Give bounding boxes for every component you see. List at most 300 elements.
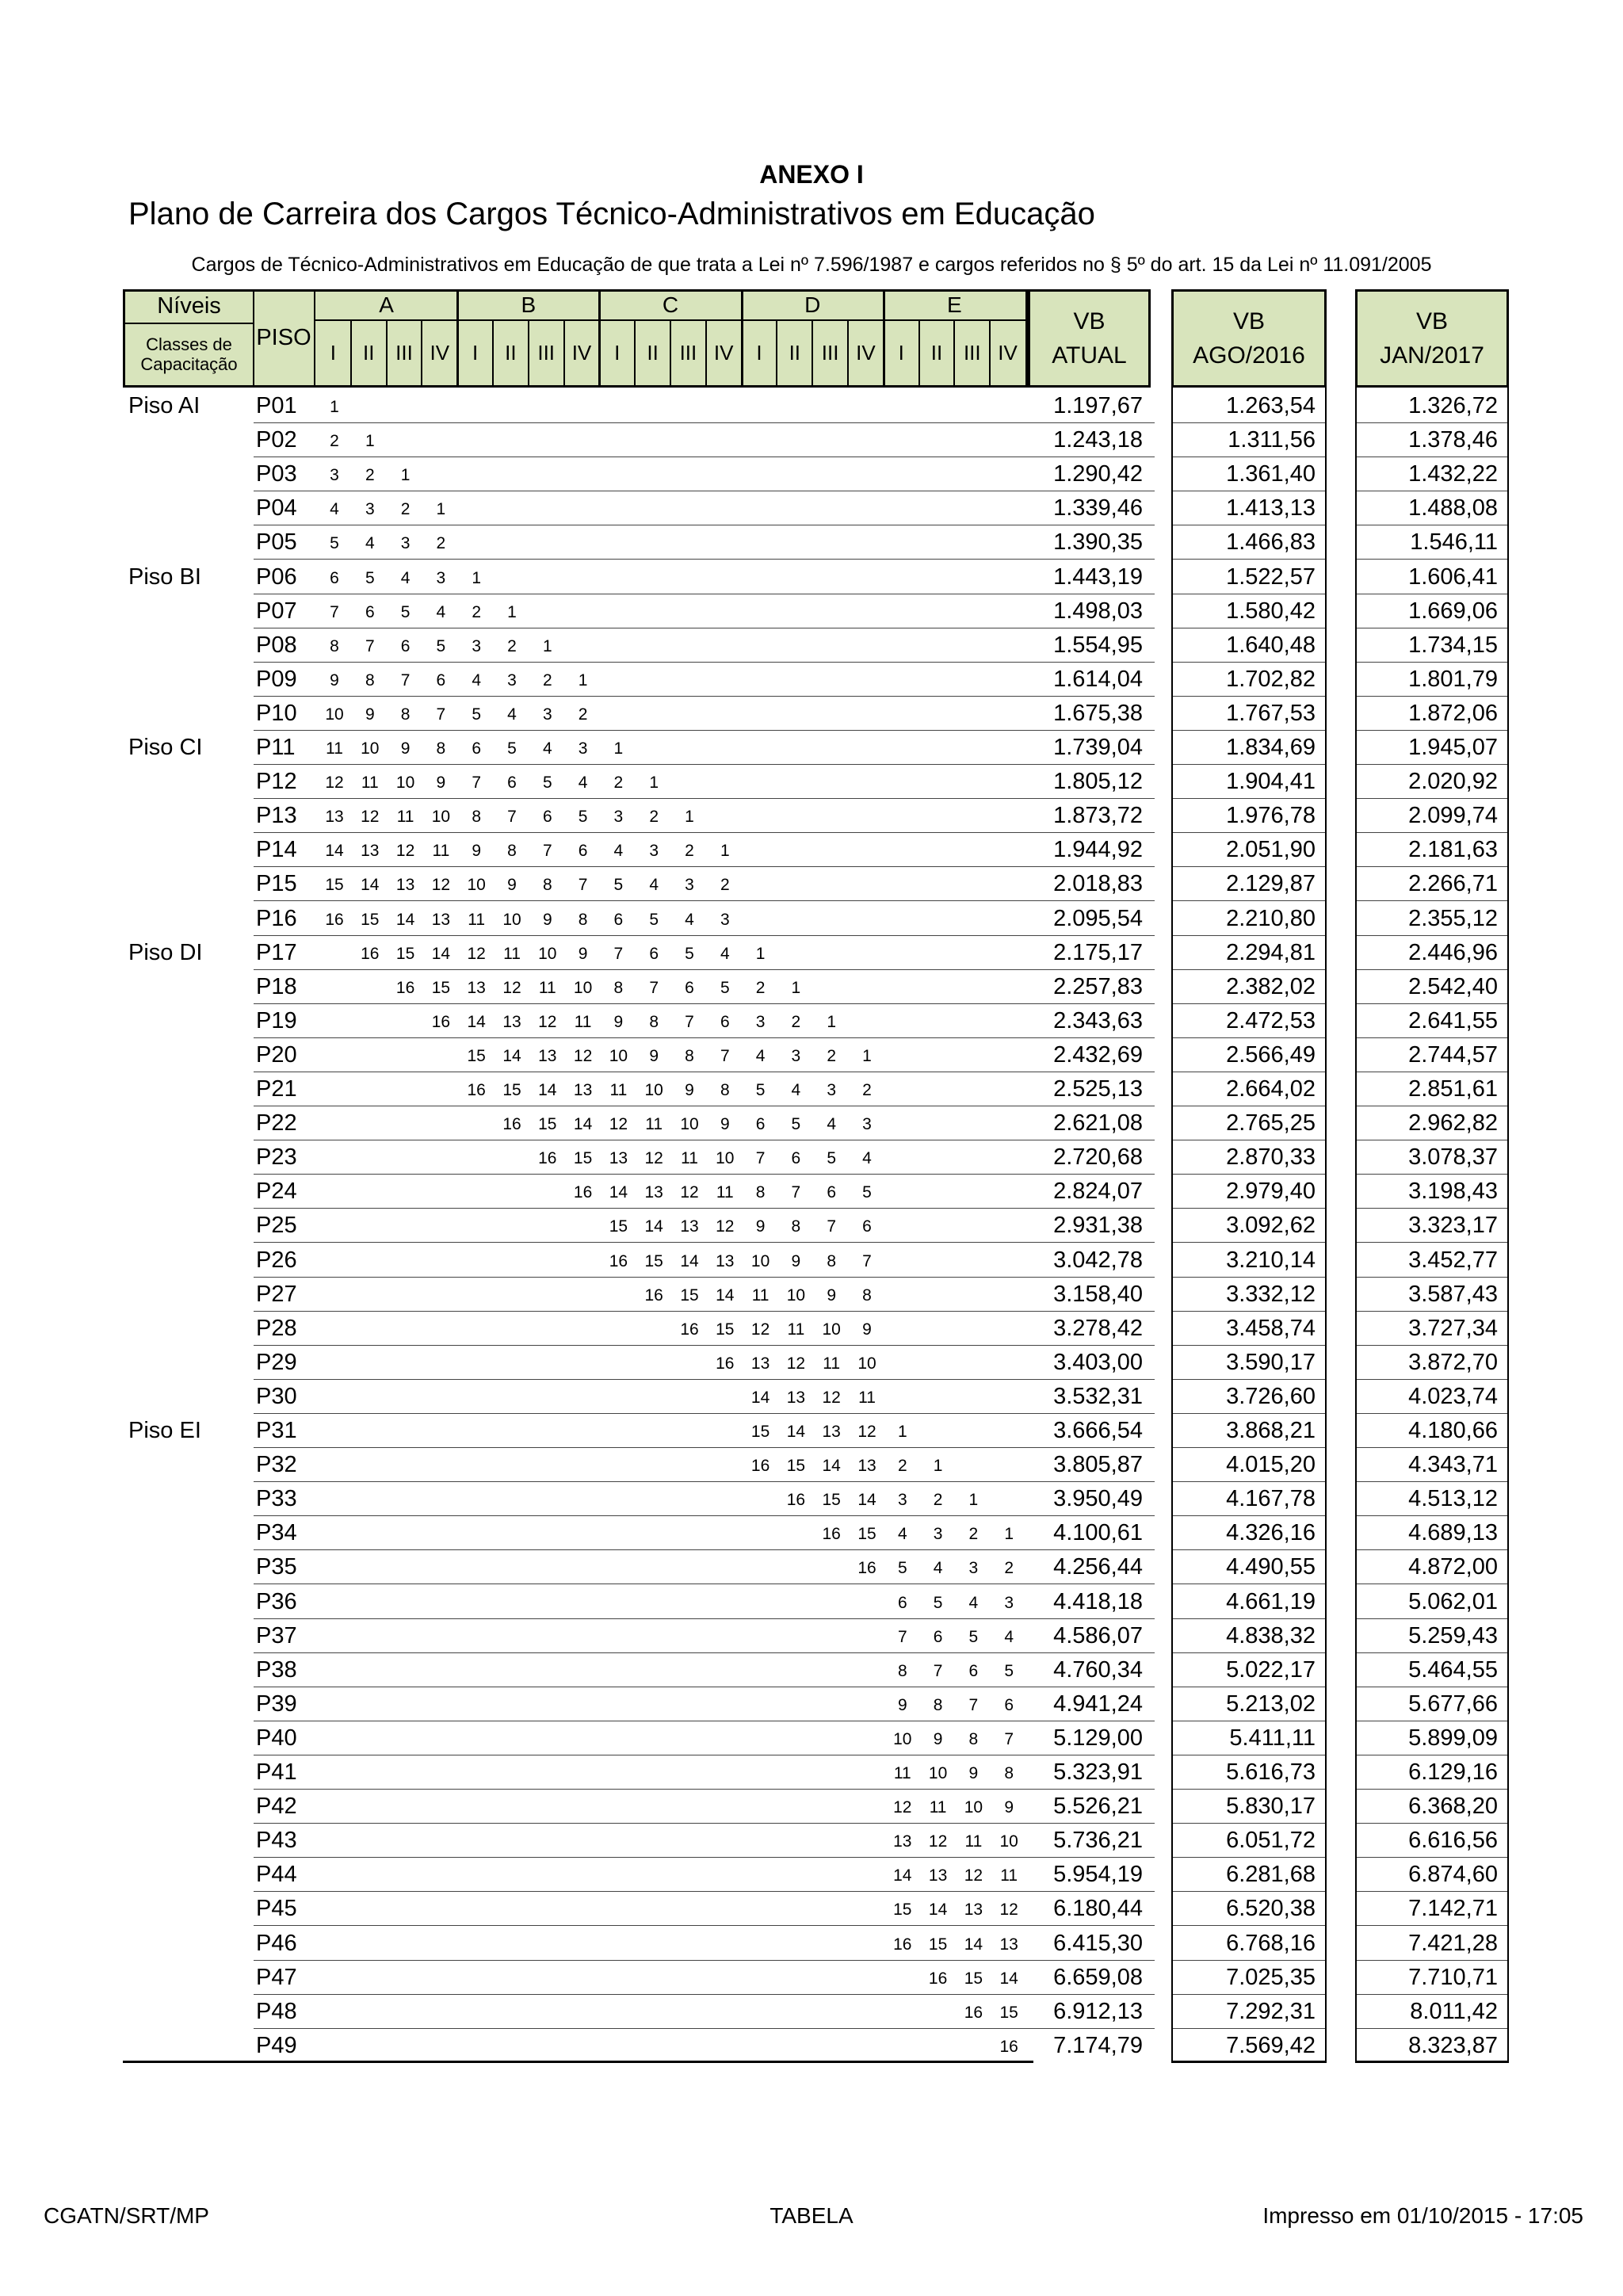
step-number: 14 [822,1457,841,1476]
step-number: 10 [750,1251,770,1270]
step-number: 9 [755,1217,766,1236]
step-number: 14 [857,1491,876,1510]
vb-label: VB [1232,308,1266,334]
vb-ago-value: 1.413,13 [1226,495,1316,521]
step-number: 15 [964,1969,983,1988]
step-number: 14 [644,1217,663,1236]
step-number: 8 [897,1661,907,1680]
sublevel-header: III [395,341,413,365]
vb-jan-value: 2.181,63 [1408,837,1498,863]
vb-jan-value: 3.078,37 [1408,1144,1498,1171]
step-number: 4 [685,910,694,929]
vb-atual-value: 5.323,91 [1053,1759,1143,1785]
vb-atual-value: 5.526,21 [1053,1794,1143,1820]
step-number: 12 [644,1149,663,1168]
step-number: 15 [928,1935,948,1954]
sublevel-divider [634,321,636,386]
page-subtitle: Plano de Carreira dos Cargos Técnico-Administrativos em Educação [128,197,1095,231]
table-row [0,1721,1623,1755]
footer-right: Impresso em 01/10/2015 - 17:05 [1262,2203,1583,2228]
step-number: 1 [862,1046,872,1065]
step-number: 5 [542,774,552,793]
step-number: 14 [431,944,451,963]
vb-ago-value: 3.092,62 [1226,1213,1316,1239]
step-number: 13 [325,808,344,827]
vb-ago-value: 2.979,40 [1226,1179,1316,1205]
step-number: 9 [472,842,482,861]
vb-atual-value: 4.418,18 [1053,1588,1143,1614]
step-number: 4 [1004,1627,1014,1646]
vb-atual-value: 1.243,18 [1053,427,1143,453]
vb-ago-value: 1.640,48 [1226,632,1316,658]
vb-atual-value: 2.095,54 [1053,905,1143,931]
step-number: 2 [720,876,730,895]
niveis-header: Níveis [157,293,221,319]
table-row [0,1516,1623,1550]
step-number: 16 [999,2037,1018,2056]
step-number: 9 [613,1012,624,1031]
step-number: 13 [538,1046,557,1065]
step-number: 16 [750,1457,770,1476]
vb-ago-value: 5.213,02 [1226,1690,1316,1717]
piso-code: P30 [256,1383,297,1409]
step-number: 5 [1004,1661,1014,1680]
step-number: 1 [827,1012,837,1031]
vb-ago-value: 5.616,73 [1226,1759,1316,1785]
vb-jan-value: 4.023,74 [1408,1383,1498,1409]
piso-group-label: Piso EI [128,1418,201,1443]
step-number: 13 [857,1457,876,1476]
piso-group-label: Piso DI [128,939,203,965]
step-number: 16 [573,1183,593,1202]
vb-ago-value: 4.490,55 [1226,1554,1316,1580]
table-row [0,1004,1623,1038]
step-number: 9 [791,1251,801,1270]
sublevel-divider [989,321,991,386]
step-number: 12 [716,1217,735,1236]
step-number: 3 [968,1559,979,1578]
step-number: 11 [468,910,486,929]
sublevel-divider [563,321,565,386]
table-row [0,1961,1623,1995]
step-number: 7 [613,944,624,963]
vb-jan-value: 3.727,34 [1408,1315,1498,1341]
table-row [0,423,1623,457]
piso-code: P08 [256,632,297,658]
table-row [0,731,1623,765]
table-row [0,936,1623,970]
vb-jan-value: 2.641,55 [1408,1007,1498,1033]
step-number: 2 [968,1525,979,1544]
piso-code: P07 [256,598,297,624]
piso-code: P12 [256,769,297,795]
step-number: 7 [436,705,446,724]
step-number: 10 [431,808,451,827]
step-number: 5 [613,876,624,895]
step-number: 11 [929,1798,947,1817]
step-number: 15 [573,1149,593,1168]
step-number: 7 [862,1251,872,1270]
step-number: 9 [933,1729,943,1748]
step-number: 2 [685,842,694,861]
vb-jan-value: 6.874,60 [1408,1862,1498,1888]
vb-ago-value: 5.022,17 [1226,1656,1316,1683]
table-row [0,1790,1623,1824]
vb-atual-value: 1.443,19 [1053,563,1143,590]
table-row [0,1687,1623,1721]
step-number: 5 [578,808,588,827]
step-number: 2 [755,978,766,997]
step-number: 13 [928,1866,948,1885]
step-number: 10 [964,1798,983,1817]
vb-atual-value: 6.659,08 [1053,1964,1143,1990]
table-row [0,1278,1623,1312]
piso-code: P39 [256,1690,297,1717]
page-title: ANEXO I [759,160,864,189]
step-number: 14 [467,1012,486,1031]
vb-ago-value: 1.311,56 [1228,427,1316,453]
step-number: 13 [361,842,380,861]
step-number: 3 [720,910,730,929]
vb-ago-value: 2.129,87 [1226,871,1316,897]
vb-atual-value: 3.532,31 [1053,1383,1143,1409]
step-number: 10 [786,1286,806,1305]
vb-ago-value: 3.726,60 [1226,1383,1316,1409]
step-number: 7 [330,602,339,621]
step-number: 3 [791,1046,801,1065]
vb-ago-value: 7.292,31 [1226,1998,1316,2024]
step-number: 10 [716,1149,735,1168]
table-row [0,1448,1623,1482]
piso-code: P11 [256,735,296,760]
vb-jan-label: JAN/2017 [1380,342,1484,369]
step-number: 10 [395,774,415,793]
vb-atual-value: 5.736,21 [1053,1828,1143,1854]
step-number: 16 [325,910,344,929]
sublevel-divider [670,321,671,386]
step-number: 14 [609,1183,628,1202]
step-number: 13 [644,1183,663,1202]
step-number: 6 [436,670,446,690]
vb-atual-value: 1.675,38 [1053,700,1143,726]
vb-atual-value: 3.042,78 [1053,1247,1143,1273]
vb-atual-value: 2.018,83 [1053,871,1143,897]
step-number: 6 [862,1217,872,1236]
step-number: 7 [827,1217,837,1236]
step-number: 1 [791,978,801,997]
piso-code: P48 [256,1998,297,2024]
vb-atual-value: 5.129,00 [1053,1725,1143,1751]
vb-ago-value: 2.382,02 [1226,973,1316,999]
vb-jan-value: 1.872,06 [1408,700,1498,726]
vb-atual-value: 2.525,13 [1053,1076,1143,1102]
step-number: 11 [823,1354,841,1373]
step-number: 3 [578,739,588,758]
step-number: 13 [680,1217,699,1236]
step-number: 13 [395,876,415,895]
piso-code: P27 [256,1281,297,1307]
step-number: 7 [755,1149,766,1168]
step-number: 6 [649,944,659,963]
step-number: 8 [578,910,588,929]
step-number: 13 [573,1081,593,1099]
piso-code: P17 [256,939,297,965]
sublevel-divider [492,321,494,386]
step-number: 2 [649,808,659,827]
step-number: 7 [400,670,411,690]
piso-code: P43 [256,1828,297,1854]
piso-code: P36 [256,1588,297,1614]
step-number: 15 [786,1457,806,1476]
step-number: 12 [750,1320,770,1339]
step-number: 16 [538,1149,557,1168]
step-number: 14 [361,876,380,895]
table-row [0,1209,1623,1243]
vb-ago-value: 5.411,11 [1229,1725,1316,1751]
step-number: 7 [578,876,588,895]
vb-jan-value: 4.872,00 [1408,1554,1498,1580]
table-row [0,560,1623,594]
step-number: 13 [467,978,486,997]
sublevel-header: III [537,341,556,365]
vb-jan-value: 2.851,61 [1408,1076,1498,1102]
level-header-c: C [662,292,679,317]
table-row [0,1175,1623,1209]
vb-ago-value: 2.051,90 [1226,837,1316,863]
vb-jan-value: 1.945,07 [1408,735,1498,760]
table-row [0,1414,1623,1448]
step-number: 16 [467,1081,486,1099]
piso-code: P04 [256,495,297,521]
step-number: 2 [542,670,552,690]
step-number: 16 [786,1491,806,1510]
step-number: 1 [613,739,624,758]
step-number: 3 [542,705,552,724]
vb-atual-value: 1.197,67 [1053,393,1143,418]
vb-atual-value: 5.954,19 [1053,1862,1143,1888]
vb-ago-value: 6.281,68 [1226,1862,1316,1888]
step-number: 12 [325,774,344,793]
step-number: 8 [542,876,552,895]
step-number: 5 [685,944,694,963]
step-number: 7 [1004,1729,1014,1748]
sublevel-divider [386,321,388,386]
vb-ago-value: 5.830,17 [1226,1794,1316,1820]
piso-code: P28 [256,1315,297,1341]
step-number: 9 [507,876,517,895]
vb-jan-value: 2.744,57 [1408,1041,1498,1068]
step-number: 12 [609,1115,628,1134]
vb-atual-value: 1.873,72 [1053,803,1143,829]
vb-atual-value: 1.739,04 [1053,735,1143,760]
step-number: 4 [720,944,730,963]
piso-code: P05 [256,529,297,556]
vb-atual-value: 1.390,35 [1053,529,1143,556]
step-number: 3 [755,1012,766,1031]
step-number: 1 [755,944,766,963]
sublevel-divider [953,321,955,386]
piso-code: P09 [256,666,297,692]
step-number: 3 [613,808,624,827]
vb-ago-value: 4.326,16 [1226,1520,1316,1546]
vb-jan-value: 2.542,40 [1408,973,1498,999]
step-number: 1 [897,1423,907,1441]
table-row [0,1619,1623,1653]
step-number: 7 [507,808,517,827]
step-number: 10 [999,1832,1018,1851]
sublevel-divider [350,321,352,386]
sublevel-header: IV [998,341,1018,365]
step-number: 10 [928,1764,948,1782]
vb-jan-value: 1.432,22 [1408,461,1498,487]
step-number: 2 [507,636,517,655]
step-number: 6 [933,1627,943,1646]
step-number: 5 [649,910,659,929]
piso-code: P35 [256,1554,297,1580]
table-row [0,697,1623,731]
step-number: 14 [538,1081,557,1099]
step-number: 4 [862,1149,872,1168]
vb-jan-value: 3.198,43 [1408,1179,1498,1205]
step-number: 8 [365,670,375,690]
table-row [0,525,1623,560]
step-number: 14 [680,1251,699,1270]
vb-atual-value: 4.256,44 [1053,1554,1143,1580]
piso-group-label: Piso AI [128,393,200,418]
step-number: 12 [680,1183,699,1202]
piso-code: P44 [256,1862,297,1888]
step-number: 12 [893,1798,912,1817]
step-number: 12 [431,876,451,895]
vb-ago-value: 6.520,38 [1226,1896,1316,1922]
vb-atual-value: 6.912,13 [1053,1998,1143,2024]
step-number: 10 [680,1115,699,1134]
step-number: 8 [862,1286,872,1305]
step-number: 11 [574,1012,592,1031]
step-number: 5 [897,1559,907,1578]
step-number: 2 [1004,1559,1014,1578]
vb-jan-value: 6.368,20 [1408,1794,1498,1820]
sublevel-header: I [472,341,479,365]
step-number: 16 [964,2003,983,2022]
step-number: 11 [396,808,414,827]
step-number: 4 [507,705,517,724]
vb-atual-value: 2.824,07 [1053,1179,1143,1205]
vb-ago-value: 2.664,02 [1226,1076,1316,1102]
step-number: 9 [578,944,588,963]
vb-atual-value: 1.805,12 [1053,769,1143,795]
piso-code: P02 [256,427,297,453]
header-divider [253,291,254,386]
sublevel-header: II [930,341,943,365]
vb-jan-value: 3.587,43 [1408,1281,1498,1307]
step-number: 10 [857,1354,876,1373]
step-number: 16 [644,1286,663,1305]
step-number: 2 [791,1012,801,1031]
piso-code: P10 [256,700,297,726]
step-number: 8 [685,1046,694,1065]
vb-atual-value: 2.931,38 [1053,1213,1143,1239]
vb-atual-value: 1.614,04 [1053,666,1143,692]
table-row [0,1380,1623,1414]
step-number: 11 [964,1832,983,1851]
piso-code: P29 [256,1349,297,1375]
step-number: 14 [325,842,344,861]
step-number: 13 [609,1149,628,1168]
vb-atual-value: 3.666,54 [1053,1418,1143,1443]
vb-atual-value: 1.554,95 [1053,632,1143,658]
table-row [0,1346,1623,1380]
piso-code: P37 [256,1622,297,1648]
step-number: 6 [755,1115,766,1134]
step-number: 11 [681,1149,698,1168]
step-number: 3 [330,466,339,485]
step-number: 3 [507,670,517,690]
vb-jan-value: 2.020,92 [1408,769,1498,795]
sublevel-header: II [789,341,801,365]
vb-atual-value: 4.586,07 [1053,1622,1143,1648]
table-row [0,389,1623,423]
vb-ago-value: 4.015,20 [1226,1452,1316,1478]
step-number: 3 [649,842,659,861]
vb-jan-value: 1.669,06 [1408,598,1498,624]
step-number: 1 [400,466,411,485]
vb-atual-value: 2.621,08 [1053,1110,1143,1137]
step-number: 2 [472,602,482,621]
vb-atual-value: 3.158,40 [1053,1281,1143,1307]
vb-jan-value: 1.606,41 [1408,563,1498,590]
vb-ago-header [1171,289,1327,388]
piso-code: P31 [256,1418,297,1443]
piso-code: P33 [256,1486,297,1512]
step-number: 10 [361,739,380,758]
sublevel-header: IV [713,341,734,365]
step-number: 3 [1004,1593,1014,1612]
step-number: 8 [330,636,339,655]
vb-ago-value: 4.167,78 [1226,1486,1316,1512]
step-number: 9 [968,1764,979,1782]
table-row [0,1482,1623,1516]
piso-code: P20 [256,1041,297,1068]
step-number: 15 [750,1423,770,1441]
vb-ago-value: 1.522,57 [1226,563,1316,590]
sublevel-header: I [614,341,621,365]
sublevel-header: I [898,341,904,365]
vb-jan-value: 4.513,12 [1408,1486,1498,1512]
table-row [0,1585,1623,1619]
footer-center: TABELA [769,2203,854,2228]
step-number: 15 [431,978,451,997]
step-number: 8 [613,978,624,997]
vb-atual-value: 7.174,79 [1053,2032,1143,2058]
step-number: 1 [933,1457,943,1476]
step-number: 12 [467,944,486,963]
sublevel-divider [847,321,849,386]
step-number: 11 [538,978,556,997]
step-number: 3 [400,534,411,553]
step-number: 6 [827,1183,837,1202]
step-number: 9 [542,910,552,929]
vb-ago-value: 1.361,40 [1226,461,1316,487]
step-number: 11 [361,774,379,793]
vb-jan-value: 4.689,13 [1408,1520,1498,1546]
step-number: 7 [542,842,552,861]
vb-ago-value: 2.210,80 [1226,905,1316,931]
vb-atual-value: 2.432,69 [1053,1041,1143,1068]
step-number: 2 [613,774,624,793]
vb-jan-value: 1.546,11 [1410,529,1498,556]
step-number: 11 [893,1764,911,1782]
